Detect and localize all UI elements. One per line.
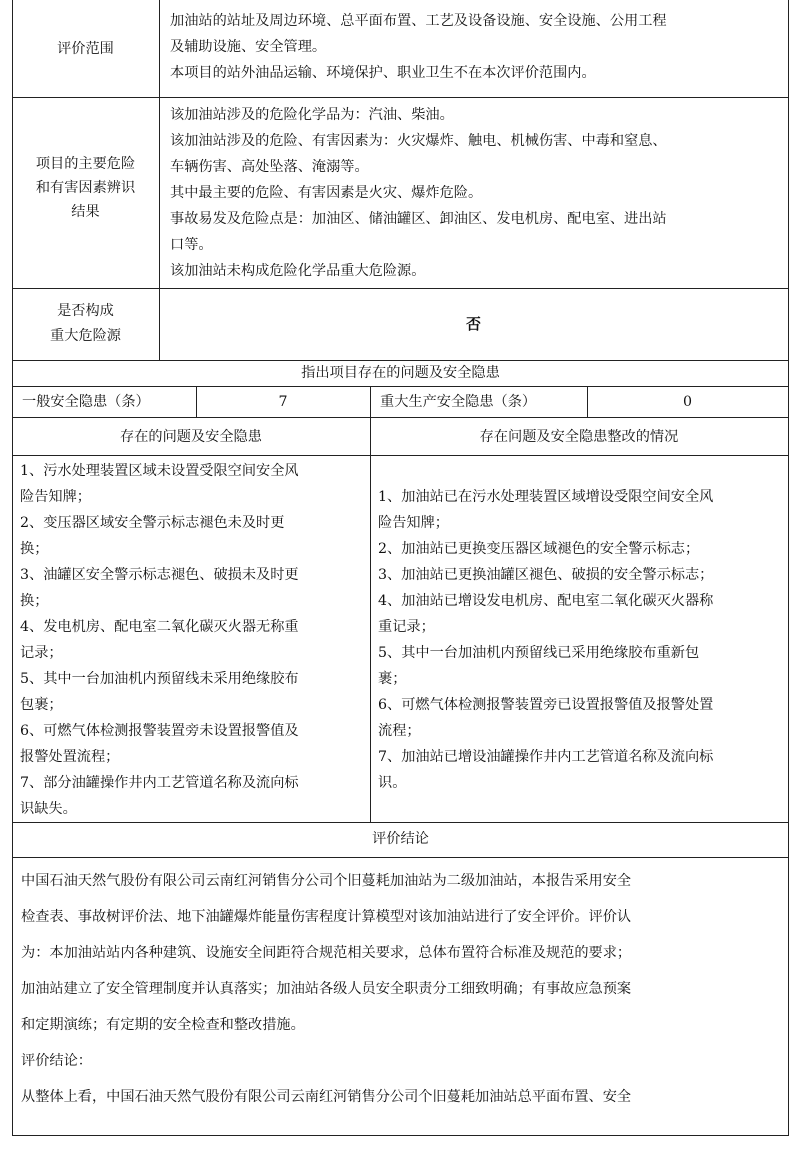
hazards-line: 该加油站涉及的危险、有害因素为：火灾爆炸、触电、机械伤害、中毒和窒息、 (170, 133, 667, 149)
issues-right-header: 存在问题及安全隐患整改的情况 (479, 429, 679, 445)
rectification-line: 7、加油站已增设油罐操作井内工艺管道名称及流向标 (378, 749, 714, 765)
row-line-scope-bottom (12, 97, 789, 98)
issue-line: 2、变压器区域安全警示标志褪色未及时更 (20, 515, 285, 531)
issue-line: 6、可燃气体检测报警装置旁未设置报警值及 (20, 723, 299, 739)
scope-label: 评价范围 (57, 41, 114, 57)
issue-line: 1、污水处理装置区域未设置受限空间安全风 (20, 463, 299, 479)
row-line-issues-bottom (12, 822, 789, 823)
conclusion-line: 从整体上看，中国石油天然气股份有限公司云南红河销售分公司个旧蔓耗加油站总平面布置、安全 (21, 1089, 632, 1105)
conclusion-line: 为：本加油站站内各种建筑、设施安全间距符合规范相关要求，总体布置符合标准及规范的要求； (21, 945, 632, 961)
rectification-line: 3、加油站已更换油罐区褪色、破损的安全警示标志； (378, 567, 714, 583)
hazards-label-line: 和有害因素辨识 (35, 180, 136, 196)
hazards-line: 其中最主要的危险、有害因素是火灾、爆炸危险。 (170, 185, 483, 201)
conclusion-line: 和定期演练；有定期的安全检查和整改措施。 (21, 1017, 305, 1033)
rectification-line: 2、加油站已更换变压器区域褪色的安全警示标志； (378, 541, 700, 557)
scope-line: 及辅助设施、安全管理。 (170, 39, 327, 55)
issue-line: 识缺失。 (20, 801, 77, 817)
hazards-line: 车辆伤害、高处坠落、淹溺等。 (170, 159, 369, 175)
major-hazard-count-value: 0 (682, 394, 693, 410)
conclusion-line: 加油站建立了安全管理制度并认真落实；加油站各级人员安全职责分工细致明确；有事故应急预案 (21, 981, 632, 997)
row-line-hazards-bottom (12, 288, 789, 289)
conclusion-line: 评价结论： (21, 1053, 92, 1069)
rectification-line: 重记录； (378, 619, 435, 635)
hazards-label-line: 结果 (71, 204, 100, 220)
rectification-line: 5、其中一台加油机内预留线已采用绝缘胶布重新包 (378, 645, 700, 661)
table-border-right (788, 0, 789, 1135)
row-line-col-headers-bottom (12, 455, 789, 456)
issue-line: 记录； (20, 645, 63, 661)
issue-line: 换； (20, 593, 49, 609)
issue-line: 3、油罐区安全警示标志褪色、破损未及时更 (20, 567, 299, 583)
issue-line: 包裹； (20, 697, 63, 713)
issues-left-header: 存在的问题及安全隐患 (120, 429, 262, 445)
issue-line: 7、部分油罐操作井内工艺管道名称及流向标 (20, 775, 299, 791)
conclusion-header: 评价结论 (372, 831, 429, 847)
rectification-line: 险告知牌； (378, 515, 449, 531)
issue-line: 5、其中一台加油机内预留线未采用绝缘胶布 (20, 671, 299, 687)
major-hazard-count-label: 重大生产安全隐患（条） (380, 394, 537, 410)
row-line-issues-header-bottom (12, 386, 789, 387)
hazards-line: 事故易发及危险点是：加油区、储油罐区、卸油区、发电机房、配电室、进出站 (170, 211, 667, 227)
row-line-major-bottom (12, 360, 789, 361)
issues-header: 指出项目存在的问题及安全隐患 (301, 365, 500, 381)
label-column-divider (159, 0, 160, 360)
issue-line: 报警处置流程； (20, 749, 120, 765)
rectification-line: 6、可燃气体检测报警装置旁已设置报警值及报警处置 (378, 697, 714, 713)
table-border-bottom (12, 1135, 789, 1136)
rectification-line: 4、加油站已增设发电机房、配电室二氧化碳灭火器称 (378, 593, 714, 609)
issue-line: 险告知牌； (20, 489, 91, 505)
scope-line: 本项目的站外油品运输、环境保护、职业卫生不在本次评价范围内。 (170, 65, 596, 81)
general-hazard-count-label: 一般安全隐患（条） (22, 394, 150, 410)
hazards-line: 该加油站未构成危险化学品重大危险源。 (170, 263, 426, 279)
rectification-line: 流程； (378, 723, 421, 739)
row-line-conclusion-header-bottom (12, 857, 789, 858)
major-hazard-value: 否 (465, 315, 481, 333)
rectification-line: 1、加油站已在污水处理装置区域增设受限空间安全风 (378, 489, 714, 505)
hazards-line: 口等。 (170, 237, 213, 253)
rectification-line: 识。 (378, 775, 407, 791)
hazards-line: 该加油站涉及的危险化学品为：汽油、柴油。 (170, 107, 454, 123)
counts-divider-2 (370, 386, 371, 822)
conclusion-line: 检查表、事故树评价法、地下油罐爆炸能量伤害程度计算模型对该加油站进行了安全评价。评价认 (21, 909, 632, 925)
hazards-label-line: 项目的主要危险 (35, 156, 136, 172)
row-line-counts-bottom (12, 417, 789, 418)
issue-line: 换； (20, 541, 49, 557)
issue-line: 4、发电机房、配电室二氧化碳灭火器无称重 (20, 619, 299, 635)
conclusion-line: 中国石油天然气股份有限公司云南红河销售分公司个旧蔓耗加油站为二级加油站，本报告采用安全 (21, 873, 632, 889)
major-hazard-label-line: 是否构成 (57, 303, 114, 319)
scope-line: 加油站的站址及周边环境、总平面布置、工艺及设备设施、安全设施、公用工程 (170, 13, 667, 29)
general-hazard-count-value: 7 (278, 394, 288, 410)
rectification-line: 裹； (378, 671, 407, 687)
major-hazard-label-line: 重大危险源 (50, 328, 121, 344)
